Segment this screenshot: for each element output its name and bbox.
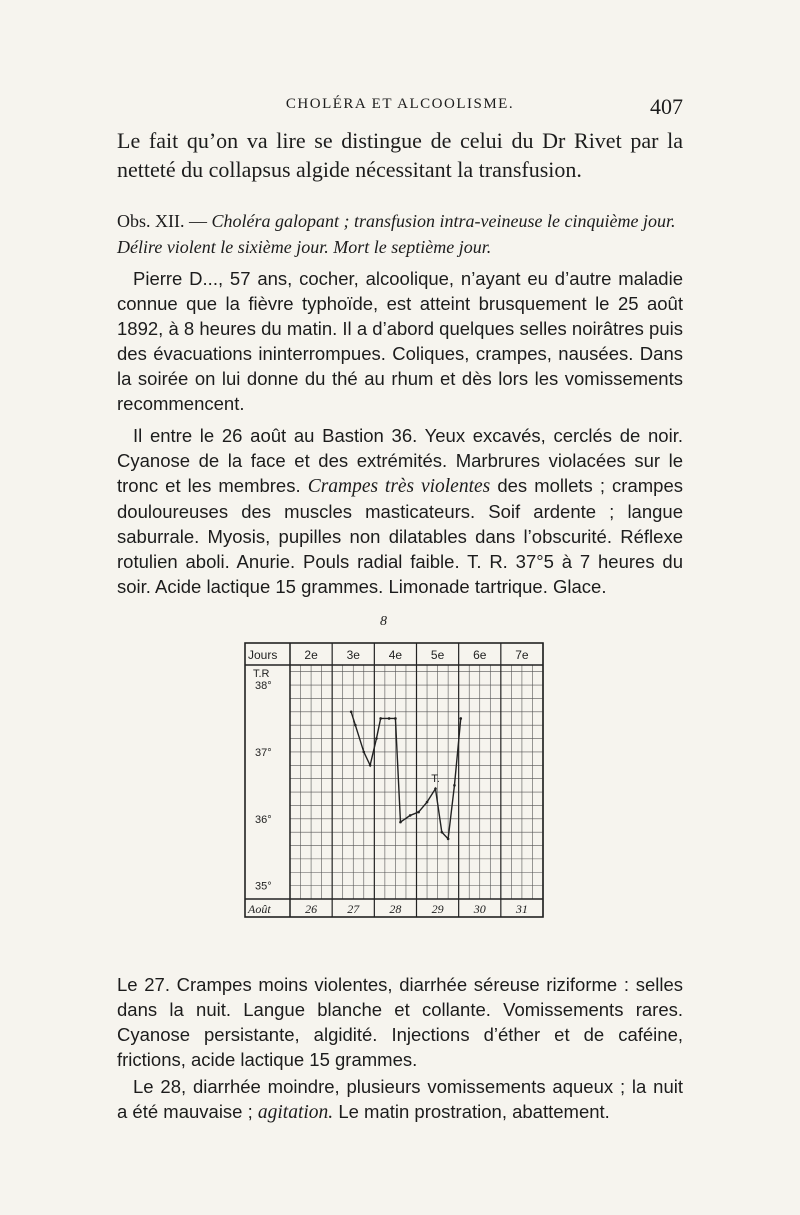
paragraph-4-italic: agitation. — [257, 1102, 334, 1123]
temperature-point — [394, 717, 397, 720]
day-label: 2e — [304, 648, 318, 662]
page-number: 407 — [650, 94, 683, 119]
y-axis-label: T.R — [253, 668, 270, 680]
chart-marker: 8 — [380, 614, 387, 629]
temperature-point — [369, 764, 372, 767]
observation-heading — [117, 208, 683, 260]
temperature-point — [417, 811, 420, 814]
date-label: 27 — [347, 902, 360, 916]
temperature-point — [409, 814, 412, 817]
y-tick-label: 36° — [255, 813, 272, 826]
observation-label: Obs. XII. — — [117, 211, 207, 231]
paragraph-2-text-a: Il entre le 26 août au Bastion 36. Yeux excavés, cerclés de noir. Cyanose de la face et des extrémités. Marbrures violacées sur le tronc et les membres. — [117, 425, 683, 496]
temperature-point — [350, 711, 353, 714]
date-label: 29 — [431, 902, 444, 916]
y-tick-label: 37° — [255, 746, 272, 759]
day-label: 7e — [515, 648, 529, 662]
day-label: 6e — [473, 648, 487, 662]
date-label: 26 — [305, 902, 318, 916]
y-tick-label: 35° — [255, 880, 272, 893]
date-label: 30 — [473, 902, 486, 916]
page-header — [117, 96, 683, 120]
intro-paragraph: Le fait qu’on va lire se distingue de celui du Dr Rivet par la netteté du collapsus algide nécessitant la transfusion. — [117, 128, 683, 182]
paragraph-2-text-b: des mollets ; crampes douloureuses des muscles masticateurs. Soif ardente ; langue saburrale. Myosis, pupilles non dilatables dans l’obscurité. Réflexe rotulien aboli. Anurie. Pouls radial faible. T. R. 37°5 à 7 heures du soir. Acide lactique 15 grammes. Limonade tartrique. Glace. — [117, 475, 683, 597]
footer-row-label: Août — [248, 902, 271, 916]
day-label: 3e — [346, 648, 360, 662]
date-label: 28 — [389, 902, 402, 916]
temperature-point — [399, 821, 402, 824]
paragraph-2-italic: Crampes très violentes — [307, 476, 491, 497]
paragraph-day-28 — [117, 1074, 683, 1125]
paragraph-4-text-a: Le 28, diarrhée moindre, plusieurs vomissements aqueux ; la nuit a été mauvaise ; — [117, 1076, 683, 1122]
temperature-point — [426, 801, 429, 804]
temperature-point — [434, 787, 437, 790]
paragraph-4-text-b: Le matin prostration, abattement. — [338, 1101, 610, 1122]
temperature-chart-svg — [240, 605, 560, 935]
header-row-label: Jours — [248, 648, 278, 662]
temperature-point — [362, 751, 365, 754]
paragraph-1-text: Pierre D..., 57 ans, cocher, alcoolique, n’ayant eu d’autre maladie connue que la fièvre typhoïde, est atteint brusquement le 25 août 1892, à 8 heures du matin. Il a d’abord quelques selles noirâtres puis des évacuations ininterrompues. Coliques, crampes, nausées. Dans la soirée on lui donne du thé au rhum et dès lors les vomissements recommencent. — [117, 268, 683, 414]
paragraph-3-text: Le 27. Crampes moins violentes, diarrhée séreuse riziforme : selles dans la nuit. Langue blanche et collante. Vomissements rares. Cyanose persistante, algidité. Injections d’éther et de caféine, frictions, acide lactique 15 grammes. — [117, 974, 683, 1070]
observation-title: Choléra galopant ; transfusion intra-veineuse le cinquième jour. Délire violent le sixième jour. Mort le septième jour. — [117, 211, 676, 257]
paragraph-admission — [117, 423, 683, 599]
temperature-point — [459, 717, 462, 720]
paragraph-day-27 — [117, 972, 683, 1072]
paragraph-patient-history — [117, 266, 683, 416]
temperature-point — [375, 737, 378, 740]
running-title: CHOLÉRA ET ALCOOLISME. — [285, 96, 515, 112]
y-tick-label: 38° — [255, 680, 272, 693]
temperature-point — [447, 838, 450, 841]
temperature-point — [453, 784, 456, 787]
temperature-point — [354, 724, 357, 727]
day-label: 4e — [388, 648, 403, 662]
temperature-chart — [240, 605, 560, 935]
date-label: 31 — [515, 902, 528, 916]
transfusion-annotation: T. — [431, 773, 440, 785]
temperature-point — [379, 717, 382, 720]
temperature-point — [388, 717, 391, 720]
day-label: 5e — [430, 648, 445, 662]
temperature-point — [441, 831, 444, 834]
